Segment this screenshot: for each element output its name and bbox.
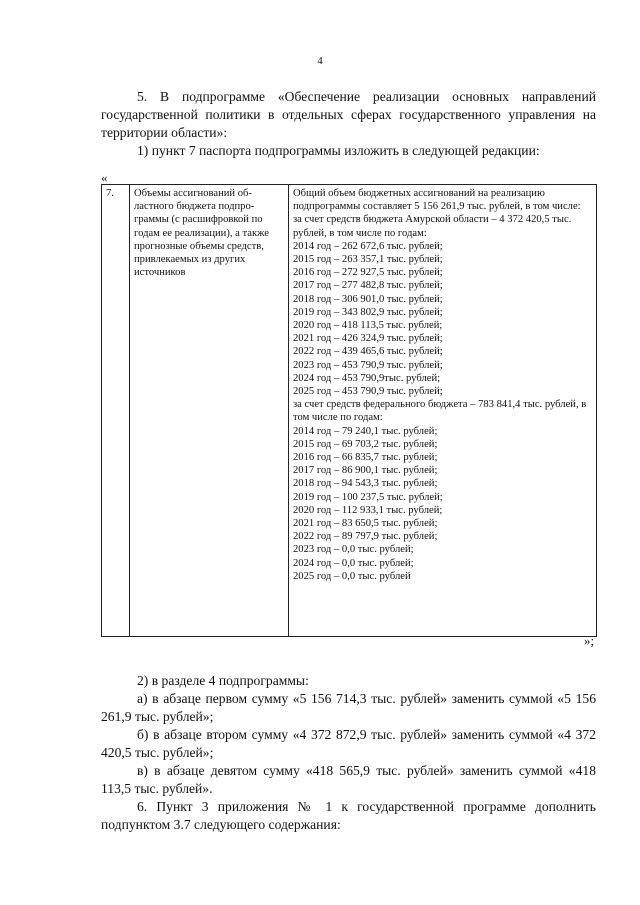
- regional-year-line: 2020 год – 418 113,5 тыс. рублей;: [293, 320, 443, 332]
- table-row: [102, 185, 597, 637]
- federal-year-line: 2023 год – 0,0 тыс. рублей;: [293, 544, 414, 556]
- federal-year-line: 2021 год – 83 650,5 тыс. рублей;: [293, 518, 438, 530]
- row-name-cell: Объемы ассигнований об-ластного бюджета подпро-граммы (с расшифровкой по годам ее реализации), а также прогнозные объемы средств, привлекаемых из других источников: [130, 185, 289, 637]
- total-allocation: Общий объем бюджетных ассигнований на реализацию подпрограммы составляет 5 156 261,9 тыс. рублей, в том числе:: [293, 188, 581, 213]
- federal-year-line: 2025 год – 0,0 тыс. рублей: [293, 570, 411, 582]
- regional-year-line: 2019 год – 343 802,9 тыс. рублей;: [293, 306, 443, 318]
- federal-year-line: 2016 год – 66 835,7 тыс. рублей;: [293, 452, 438, 464]
- item5-sub2-a: а) в абзаце первом сумму «5 156 714,3 тыс. рублей» заменить суммой «5 156 261,9 тыс. рублей»;: [101, 691, 596, 724]
- regional-intro: за счет средств бюджета Амурской области – 4 372 420,5 тыс. рублей, в том числе по годам:: [293, 214, 572, 239]
- federal-year-line: 2019 год – 100 237,5 тыс. рублей;: [293, 491, 443, 503]
- item5-sub2-intro: 2) в разделе 4 подпрограммы:: [137, 673, 309, 688]
- federal-year-line: 2020 год – 112 933,1 тыс. рублей;: [293, 504, 443, 516]
- page-number: 4: [317, 55, 323, 67]
- regional-year-line: 2021 год – 426 324,9 тыс. рублей;: [293, 333, 443, 345]
- item6-paragraph: 6. Пункт 3 приложения № 1 к государственной программе дополнить подпунктом 3.7 следующего содержания:: [101, 799, 596, 832]
- federal-intro: за счет средств федерального бюджета – 783 841,4 тыс. рублей, в том числе по годам:: [293, 399, 587, 424]
- regional-year-line: 2014 год – 262 672,6 тыс. рублей;: [293, 240, 443, 252]
- regional-year-line: 2017 год – 277 482,8 тыс. рублей;: [293, 280, 443, 292]
- regional-year-line: 2023 год – 453 790,9 тыс. рублей;: [293, 359, 443, 371]
- federal-year-line: 2024 год – 0,0 тыс. рублей;: [293, 557, 414, 569]
- item5-sub2-b: б) в абзаце втором сумму «4 372 872,9 тыс. рублей» заменить суммой «4 372 420,5 тыс. рублей»;: [101, 727, 596, 760]
- regional-year-line: 2024 год – 453 790,9тыс. рублей;: [293, 372, 441, 384]
- federal-year-line: 2022 год – 89 797,9 тыс. рублей;: [293, 531, 438, 543]
- item5-sub2-c: в) в абзаце девятом сумму «418 565,9 тыс. рублей» заменить суммой «418 113,5 тыс. рублей».: [101, 763, 596, 796]
- item5-heading: 5. В подпрограмме «Обеспечение реализации основных направлений государственной политики в отдельных сферах государственного управления на территории области»:: [101, 89, 596, 140]
- federal-year-line: 2015 год – 69 703,2 тыс. рублей;: [293, 438, 438, 450]
- item5-sub1: 1) пункт 7 паспорта подпрограммы изложить в следующей редакции:: [137, 143, 540, 158]
- regional-year-line: 2015 год – 263 357,1 тыс. рублей;: [293, 254, 443, 266]
- quote-open: «: [101, 170, 108, 185]
- row-number-cell: 7.: [102, 185, 130, 637]
- regional-year-line: 2016 год – 272 927,5 тыс. рублей;: [293, 267, 443, 279]
- row-value-cell: [289, 185, 597, 637]
- federal-year-line: 2014 год – 79 240,1 тыс. рублей;: [293, 425, 438, 437]
- passport-table: [101, 184, 597, 637]
- federal-year-line: 2018 год – 94 543,3 тыс. рублей;: [293, 478, 438, 490]
- federal-year-line: 2017 год – 86 900,1 тыс. рублей;: [293, 465, 438, 477]
- regional-year-line: 2018 год – 306 901,0 тыс. рублей;: [293, 293, 443, 305]
- regional-year-line: 2025 год – 453 790,9 тыс. рублей;: [293, 386, 443, 398]
- regional-year-line: 2022 год – 439 465,6 тыс. рублей;: [293, 346, 443, 358]
- quote-close: »;: [584, 633, 595, 648]
